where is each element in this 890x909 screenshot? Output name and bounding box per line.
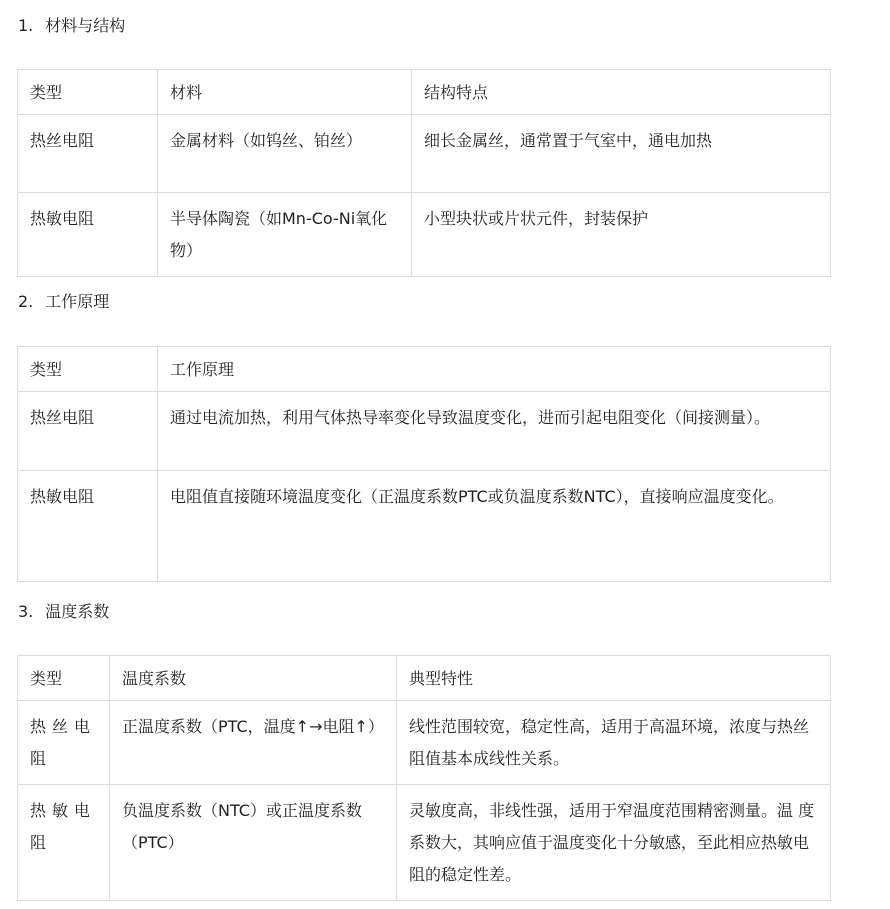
section-number: 3.	[18, 602, 34, 621]
table-cell: 热敏电阻	[18, 193, 158, 277]
section-title: 材料与结构	[45, 16, 126, 35]
table-cell: 热敏电阻	[18, 785, 110, 901]
table-header-row	[18, 656, 831, 701]
section-title: 工作原理	[45, 292, 110, 311]
table-cell: 细长金属丝，通常置于气室中，通电加热	[412, 115, 831, 193]
section-3-heading	[18, 601, 109, 623]
header-cell-coefficient: 温度系数	[110, 656, 397, 701]
section-number: 1.	[18, 16, 34, 35]
table-cell: 金属材料（如钨丝、铂丝）	[158, 115, 412, 193]
table-cell: 半导体陶瓷（如Mn-Co-Ni氧化物）	[158, 193, 412, 277]
table-header-row	[18, 347, 831, 392]
table-header-row	[18, 70, 831, 115]
section-1-heading	[18, 15, 125, 37]
table-cell: 热丝电阻	[18, 392, 158, 471]
section-title: 温度系数	[45, 602, 110, 621]
table-cell: 灵敏度高，非线性强，适用于窄温度范围精密测量。温 度系数大，其响应值于温度变化十分敏感，至此相应热敏电阻的稳定性差。	[397, 785, 831, 901]
header-cell-characteristics: 典型特性	[397, 656, 831, 701]
table-row	[18, 701, 831, 785]
table-cell: 热丝电阻	[18, 701, 110, 785]
table-cell: 正温度系数（PTC，温度↑→电阻↑）	[110, 701, 397, 785]
table-row	[18, 471, 831, 582]
table-row	[18, 193, 831, 277]
table-cell: 电阻值直接随环境温度变化（正温度系数PTC或负温度系数NTC），直接响应温度变化。	[158, 471, 831, 582]
header-cell-principle: 工作原理	[158, 347, 831, 392]
table-row	[18, 115, 831, 193]
table-cell: 线性范围较宽，稳定性高，适用于高温环境，浓度与热丝 阻值基本成线性关系。	[397, 701, 831, 785]
table-cell: 热丝电阻	[18, 115, 158, 193]
section-2-heading	[18, 291, 109, 313]
header-cell-structure: 结构特点	[412, 70, 831, 115]
section-number: 2.	[18, 292, 34, 311]
table-cell: 热敏电阻	[18, 471, 158, 582]
materials-structure-table	[17, 69, 831, 277]
table-cell: 通过电流加热，利用气体热导率变化导致温度变化，进而引起电阻变化（间接测量）。	[158, 392, 831, 471]
table-row	[18, 392, 831, 471]
header-cell-material: 材料	[158, 70, 412, 115]
temperature-coefficient-table	[17, 655, 831, 901]
header-cell-type: 类型	[18, 656, 110, 701]
table-row	[18, 785, 831, 901]
working-principle-table	[17, 346, 831, 582]
header-cell-type: 类型	[18, 70, 158, 115]
table-cell: 负温度系数（NTC）或正温度系数（PTC）	[110, 785, 397, 901]
table-cell: 小型块状或片状元件，封装保护	[412, 193, 831, 277]
header-cell-type: 类型	[18, 347, 158, 392]
